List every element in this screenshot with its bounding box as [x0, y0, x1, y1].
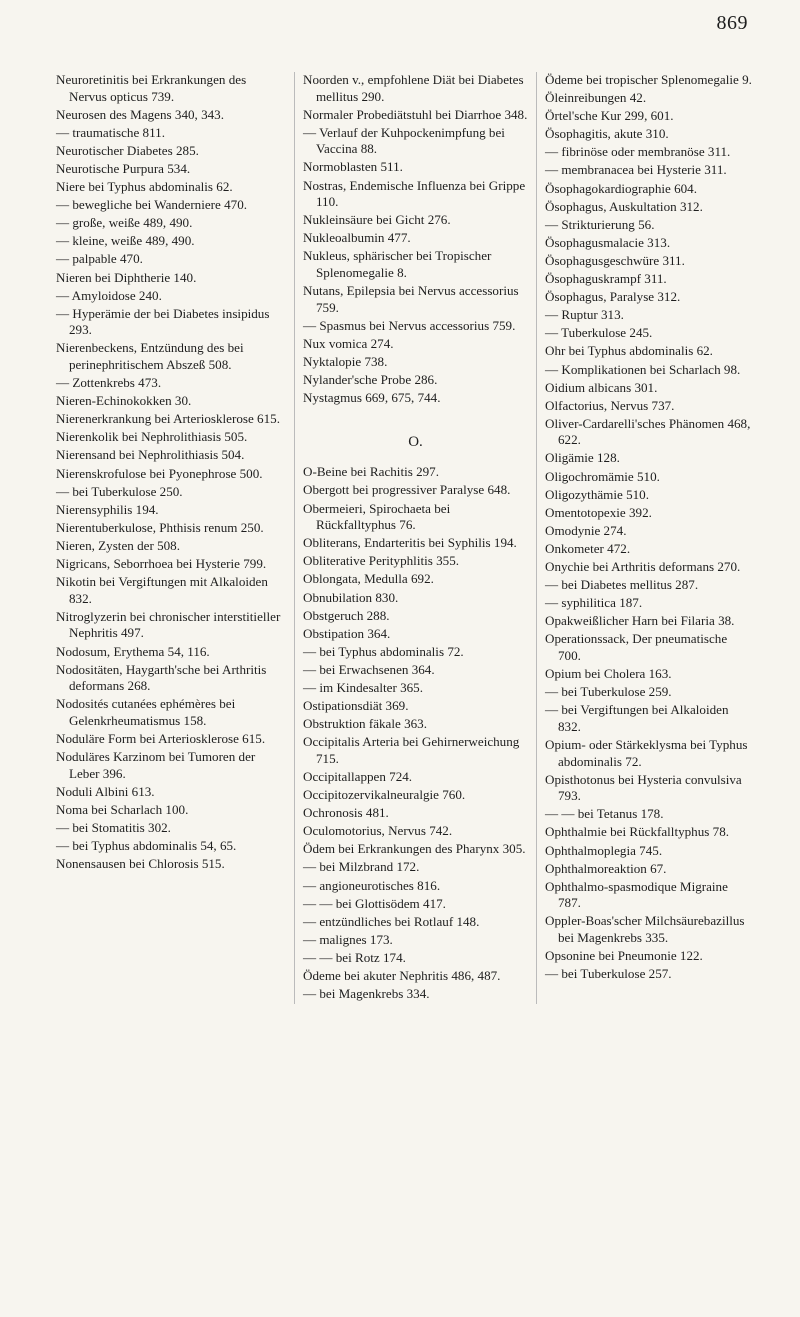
index-entry: Örtel'sche Kur 299, 601. [545, 108, 674, 124]
index-entry: Nukleus, sphärischer bei Tropischer Splenomegalie 8. [303, 248, 492, 281]
index-entry: Obstgeruch 288. [303, 607, 390, 623]
index-entry: — Tuberkulose 245. [545, 325, 653, 341]
index-entry: Onychie bei Arthritis deformans 270. [545, 559, 741, 575]
index-entry: Occipitallappen 724. [303, 768, 413, 784]
index-entry: Nierenskrofulose bei Pyonephrose 500. [56, 465, 263, 481]
index-entry: — bei Erwachsenen 364. [303, 661, 435, 677]
index-entry: Nierentuberkulose, Phthisis renum 250. [56, 519, 264, 535]
index-entry: Noduläres Karzinom bei Tumoren der Leber 396. [56, 749, 256, 781]
index-entry: Operationssack, Der pneumatische 700. [545, 631, 728, 663]
index-entry: — bei Typhus abdominalis 54, 65. [56, 838, 237, 854]
index-entry: — Strikturierung 56. [545, 216, 655, 232]
index-entry: Nikotin bei Vergiftungen mit Alkaloiden 832. [56, 574, 268, 606]
index-entry: — Zottenkrebs 473. [56, 375, 162, 391]
index-entry: Ophthalmie bei Rückfalltyphus 78. [545, 824, 730, 840]
index-entry: Niere bei Typhus abdominalis 62. [56, 179, 233, 195]
index-entry: Neurotischer Diabetes 285. [56, 142, 199, 158]
index-entry: Oidium albicans 301. [545, 379, 658, 395]
index-entry: Oliver-Cardarelli'sches Phänomen 468, 622. [545, 415, 751, 448]
index-entry: Oligozythämie 510. [545, 486, 650, 502]
index-entry: Ohr bei Typhus abdominalis 62. [545, 343, 713, 359]
index-entry: Obliterative Perityphlitis 355. [303, 553, 460, 569]
index-entry: Nonensausen bei Chlorosis 515. [56, 856, 225, 872]
index-entry: Nukleinsäure bei Gicht 276. [303, 212, 451, 228]
index-entry: — Amyloidose 240. [56, 287, 162, 303]
index-entry: — fibrinöse oder membranöse 311. [545, 144, 731, 160]
index-entry: Obliterans, Endarteritis bei Syphilis 194. [303, 535, 517, 551]
index-entry: — bei Tuberkulose 257. [545, 966, 672, 982]
index-entry: Nieren, Zysten der 508. [56, 537, 180, 553]
index-entry: Ösophagusmalacie 313. [545, 234, 671, 250]
index-entry: Oblongata, Medulla 692. [303, 571, 434, 587]
index-entry: — Verlauf der Kuhpockenimpfung bei Vaccina 88. [303, 124, 505, 157]
index-entry: — — bei Rotz 174. [303, 949, 406, 965]
index-entry: Opakweißlicher Harn bei Filaria 38. [545, 613, 735, 629]
page-number: 869 [716, 12, 748, 34]
section-heading: O. [408, 433, 423, 450]
index-entry: Ödeme bei tropischer Splenomegalie 9. [545, 72, 752, 87]
index-entry: Nierenerkrankung bei Arteriosklerose 615. [56, 411, 280, 427]
index-entry: Ochronosis 481. [303, 805, 389, 821]
index-entry: Obstipation 364. [303, 625, 391, 641]
index-entry: — Spasmus bei Nervus accessorius 759. [303, 317, 516, 333]
index-entry: — syphilitica 187. [545, 595, 643, 611]
index-entry: — bei Magenkrebs 334. [303, 986, 430, 1002]
index-entry: — große, weiße 489, 490. [56, 215, 193, 231]
index-entry: Ösophagus, Auskultation 312. [545, 198, 703, 214]
index-entry: Nylander'sche Probe 286. [303, 372, 438, 388]
index-entry: — Ruptur 313. [545, 307, 624, 323]
entry-list [56, 72, 286, 873]
index-entry: Opsonine bei Pneumonie 122. [545, 948, 703, 964]
index-entry: Noorden v., empfohlene Diät bei Diabetes mellitus 290. [303, 72, 524, 104]
index-entry: — malignes 173. [303, 931, 393, 947]
index-column-2 [294, 72, 536, 1004]
index-entry: Neurotische Purpura 534. [56, 160, 191, 176]
index-entry: Omentotopexie 392. [545, 504, 652, 520]
index-entry: — Hyperämie der bei Diabetes insipidus 293. [56, 305, 270, 338]
index-entry: Nukleoalbumin 477. [303, 230, 411, 246]
index-entry: Nyktalopie 738. [303, 354, 388, 369]
index-entry: Ophthalmoreaktion 67. [545, 860, 667, 876]
index-entry: Nierenkolik bei Nephrolithiasis 505. [56, 429, 248, 445]
index-entry: — bei Typhus abdominalis 72. [303, 643, 464, 659]
index-entry: Ostipationsdiät 369. [303, 698, 409, 714]
index-entry: Obstruktion fäkale 363. [303, 716, 428, 732]
index-entry: Nux vomica 274. [303, 335, 394, 351]
index-entry: O-Beine bei Rachitis 297. [303, 464, 440, 480]
entry-list [303, 72, 528, 407]
index-entry: — bei Tuberkulose 250. [56, 483, 183, 499]
index-entry: Nierenbeckens, Entzündung des bei perinephritischem Abszeß 508. [56, 340, 244, 372]
index-entry: Noma bei Scharlach 100. [56, 801, 189, 817]
index-entry: Oligochromämie 510. [545, 468, 660, 484]
index-entry: — traumatische 811. [56, 124, 165, 140]
index-column-1 [56, 72, 294, 1004]
entry-list [303, 464, 528, 1002]
index-entry: Ösophagusgeschwüre 311. [545, 252, 685, 268]
index-entry: — bei Milzbrand 172. [303, 859, 420, 875]
index-entry: Neuroretinitis bei Erkrankungen des Nervus opticus 739. [56, 72, 247, 104]
index-entry: Nieren-Echinokokken 30. [56, 393, 192, 409]
index-entry: — kleine, weiße 489, 490. [56, 233, 195, 249]
index-entry: Obergott bei progressiver Paralyse 648. [303, 482, 511, 498]
index-entry: — bei Diabetes mellitus 287. [545, 577, 699, 593]
index-entry: Nierensand bei Nephrolithiasis 504. [56, 447, 245, 463]
index-entry: — — bei Tetanus 178. [545, 806, 664, 822]
index-entry: Nigricans, Seborrhoea bei Hysterie 799. [56, 556, 267, 572]
index-entry: — bei Tuberkulose 259. [545, 684, 672, 700]
index-entry: Noduli Albini 613. [56, 783, 155, 799]
index-entry: Opium bei Cholera 163. [545, 666, 672, 682]
index-entry: Omodynie 274. [545, 522, 627, 538]
index-entry: Nodosum, Erythema 54, 116. [56, 643, 210, 659]
index-entry: — Komplikationen bei Scharlach 98. [545, 361, 741, 377]
index-entry: Onkometer 472. [545, 540, 631, 556]
index-entry: Opisthotonus bei Hysteria convulsiva 793. [545, 771, 742, 804]
index-entry: — angioneurotisches 816. [303, 877, 441, 893]
index-entry: Obermeieri, Spirochaeta bei Rückfalltyphus 76. [303, 500, 451, 533]
index-entry: — bei Vergiftungen bei Alkaloiden 832. [545, 702, 729, 734]
index-entry: Opium- oder Stärkeklysma bei Typhus abdominalis 72. [545, 736, 748, 769]
index-entry: Ösophaguskrampf 311. [545, 271, 667, 287]
index-entry: Öleinreibungen 42. [545, 90, 647, 106]
index-entry: Nostras, Endemische Influenza bei Grippe 110. [303, 177, 526, 210]
index-entry: — membranacea bei Hysterie 311. [545, 162, 727, 178]
entry-list [545, 72, 752, 983]
index-entry: Occipitozervikalneuralgie 760. [303, 787, 466, 803]
index-entry: Nitroglyzerin bei chronischer interstitieller Nephritis 497. [56, 608, 281, 641]
index-entry: Oculomotorius, Nervus 742. [303, 823, 453, 839]
index-entry: Ösophagitis, akute 310. [545, 126, 669, 142]
index-entry: Obnubilation 830. [303, 589, 399, 605]
index-entry: — im Kindesalter 365. [303, 680, 424, 695]
index-entry: Normoblasten 511. [303, 159, 403, 175]
index-columns [56, 72, 760, 1004]
index-entry: Ophthalmoplegia 745. [545, 842, 663, 858]
index-entry: Nierensyphilis 194. [56, 501, 159, 517]
index-entry: Occipitalis Arteria bei Gehirnerweichung 715. [303, 734, 520, 766]
index-entry: Nodositäten, Haygarth'sche bei Arthritis deformans 268. [56, 661, 267, 694]
index-entry: Ödem bei Erkrankungen des Pharynx 305. [303, 841, 526, 857]
index-entry: Ösophagokardiographie 604. [545, 180, 697, 196]
index-entry: Oppler-Boas'scher Milchsäurebazillus bei Magenkrebs 335. [545, 913, 745, 945]
index-entry: — entzündliches bei Rotlauf 148. [303, 913, 480, 929]
index-entry: Oligämie 128. [545, 450, 620, 466]
index-entry: — bewegliche bei Wanderniere 470. [56, 197, 248, 213]
index-entry: Ödeme bei akuter Nephritis 486, 487. [303, 968, 501, 983]
index-column-3 [536, 72, 760, 1004]
index-entry: Ösophagus, Paralyse 312. [545, 289, 681, 305]
index-entry: Olfactorius, Nervus 737. [545, 397, 675, 413]
index-entry: Nieren bei Diphtherie 140. [56, 269, 197, 285]
index-entry: Nodosités cutanées ephémères bei Gelenkrheumatismus 158. [56, 696, 236, 728]
index-entry: Noduläre Form bei Arteriosklerose 615. [56, 730, 266, 746]
index-entry: Ophthalmo-spasmodique Migraine 787. [545, 878, 728, 911]
index-entry: Nystagmus 669, 675, 744. [303, 390, 441, 406]
index-entry: — bei Stomatitis 302. [56, 819, 171, 835]
index-entry: — palpable 470. [56, 251, 143, 267]
index-entry: Normaler Probediätstuhl bei Diarrhoe 348. [303, 106, 528, 122]
index-entry: Nutans, Epilepsia bei Nervus accessorius 759. [303, 283, 519, 315]
index-entry: Neurosen des Magens 340, 343. [56, 106, 225, 122]
index-entry: — — bei Glottisödem 417. [303, 895, 446, 911]
